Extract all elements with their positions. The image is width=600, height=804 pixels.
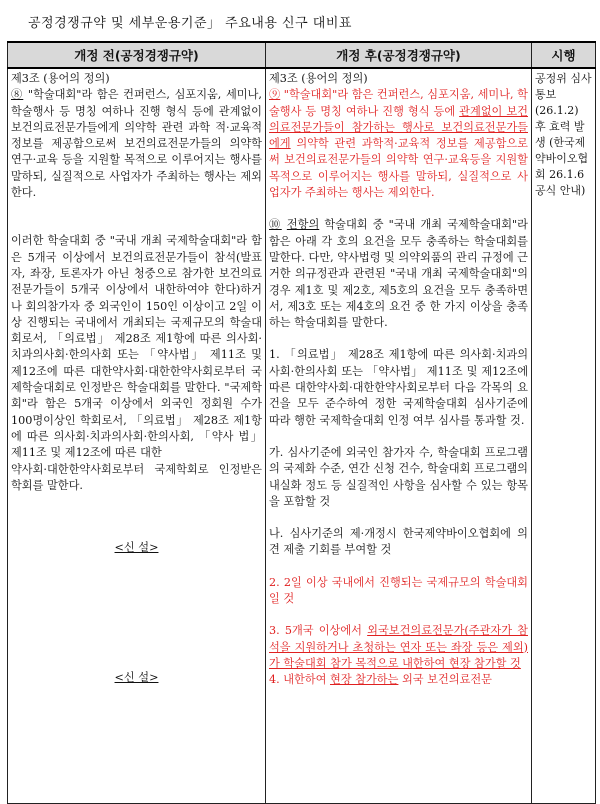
new-item-4-underlined: 현장 참가하는 <box>330 673 399 687</box>
old-def-label: ⑧ <box>11 88 24 102</box>
old-article-title: 제3조 (용어의 정의) <box>11 72 110 85</box>
new-item-na: 나. 심사기준의 제·개정시 한국제약바이오협회에 의견 제출 기회를 부여할 것 <box>269 527 528 557</box>
new-item-1: 1. 「의료법」 제28조 제1항에 따른 의사회·치과의사회·한의사회 또는 「약사법」 제11조 및 제12조에 따른 대한약사회·대한한약사회로부터 다음 각목의 요건을 모두 준수하여 정한 국제학술대회 심사기준에 따라 행한 국제학술대회 인정 여부 심사를 통과할 것. <box>269 348 528 427</box>
body-row <box>8 68 596 804</box>
comparison-table <box>7 41 596 804</box>
new-item-2: 2. 2일 이상 국내에서 진행되는 국제규모의 학술대회일 것 <box>269 575 528 606</box>
old-def-text: "학술대회"라 함은 컨퍼런스, 심포지움, 세미나, 학술행사 등 명칭 여하나 진행 형식 등에 관계없이 보건의료전문가들에게 의약학 관련 과학 적·교육적 정보를 제공함으로써 보건의료전문가들의 의약학 연구·교육 등을 지원할 목적으로 이루어지는 행사를 말하되, 실질적으로 사업자가 주최하는 행사는 제외한다. <box>11 88 262 200</box>
new-item-ga: 가. 심사기준에 외국인 참가자 수, 학술대회 프로그램의 국제화 수준, 연간 신청 건수, 학술대회 프로그램의 내실화 정도 등 실질적인 사항을 심사할 수 있는 항목을 포함할 것 <box>269 445 528 508</box>
document-title: 공정경쟁규약 및 세부운용기준」 주요내용 신구 대비표 <box>28 16 352 31</box>
new-item-4 <box>269 672 528 688</box>
new-def-label: ⑨ <box>269 88 281 102</box>
new-p10-text: 학술대회 중 "국내 개최 국제학술대회"라 함은 아래 각 호의 요건을 모두 충족하는 학술대회를 말한다. 다만, 약사법령 및 의약외품의 관리 규정에 근거한 의규정관과 관련된 "국내 개최 국제학술대회"의 경우 제1호 및 제2호, 제5호의 요건을 모두 충족하면서, 제3호 또는 제4호의 요건 중 한 가지 이상을 충족하는 학술대회를 말한다. <box>269 218 528 330</box>
new-item-3-text: 3. 5개국 이상에서 <box>269 624 368 638</box>
old-definition <box>11 87 262 201</box>
new-def-text-2: 의약학 관련 과학적·교육적 정보를 제공함으로써 보건의료전문가들의 의약학 연구·교육등을 지원할 목적으로 이루어지는 행사를 말하되, 실질적으로 사업자가 주최하는 행사는 제외한다. <box>269 137 528 200</box>
new-item-3-underlined: 외국보건의료전문가(주관자가 참석을 지원하거나 초청하는 연자 또는 좌장 등은 제외)가 학술대회 참가 목적으로 내한하여 현장 참가할 것 <box>269 624 528 670</box>
header-old: 개정 전(공정경쟁규약) <box>8 42 266 68</box>
new-def-text-1: "학술대회"라 함은 컨퍼런스, 심포지움, 세미나, 학술행사 등 명칭 여하나 진행 형식 등에 <box>269 88 528 118</box>
new-item-4-text-b: 외국 보건의료전문 <box>398 673 492 687</box>
old-new-mark-1: <신 설> <box>114 541 159 555</box>
new-para10 <box>269 217 528 331</box>
new-definition <box>269 87 528 201</box>
effective-date-text: 공정위 심사통보(26.1.2) 후 효력 발생 (한국제약바이오협회 26.1.6 공식 안내) <box>535 72 592 197</box>
old-column <box>8 68 266 804</box>
new-def-text-underlined: 관계없이 보건의료전문가들이 참가하는 행사로 보건의료전문가들에게 <box>269 104 528 151</box>
new-item-3 <box>269 623 528 672</box>
new-article-title: 제3조 (용어의 정의) <box>269 72 368 85</box>
new-item-4-text-a: 4. 내한하여 <box>269 673 331 687</box>
header-date: 시행 <box>532 42 596 68</box>
new-column <box>266 68 532 804</box>
new-p10-label: ⑩ <box>269 218 282 232</box>
old-para2b: 약사회·대한한약사회로부터 국제학회로 인정받은 학회를 말한다. <box>11 462 262 492</box>
date-column <box>532 68 596 804</box>
header-row <box>8 42 596 68</box>
old-new-mark-2: <신 설> <box>114 671 159 685</box>
old-para2: 이러한 학술대회 중 "국내 개최 국제학술대회"라 함은 5개국 이상에서 보건의료전문가들이 참석(발표자, 좌장, 토론자가 아닌 청중으로 참가한 보건의료전문가들이 5개국 이상에서 내한하여야 한다)하거나 회의참가자 중 외국인이 150인 이상이고 2일 이상 진행되는 국내에서 개최되는 국제규모의 학술대회로서, 「의료법」 제28조 제1항에 따른 의사회·치과의사회·한의사회 또는 「약사법」 제11조 및 제12조에 따른 대한약사회·대한한약사회로부터 국제학술대회로 인정받은 학술대회를 말한다. "국제학회"라 함은 5개국 이상에서 외국인 정회원 수가 100명이상인 학회로서, 「의료법」 제28조 제1항에 따른 의사회·치과의사회·한의사회, 「약사 법」 제11조 및 제12조에 따른 대한 <box>11 234 262 460</box>
header-new: 개정 후(공정경쟁규약) <box>266 42 532 68</box>
new-p10-underlined: 전항의 <box>286 218 320 232</box>
